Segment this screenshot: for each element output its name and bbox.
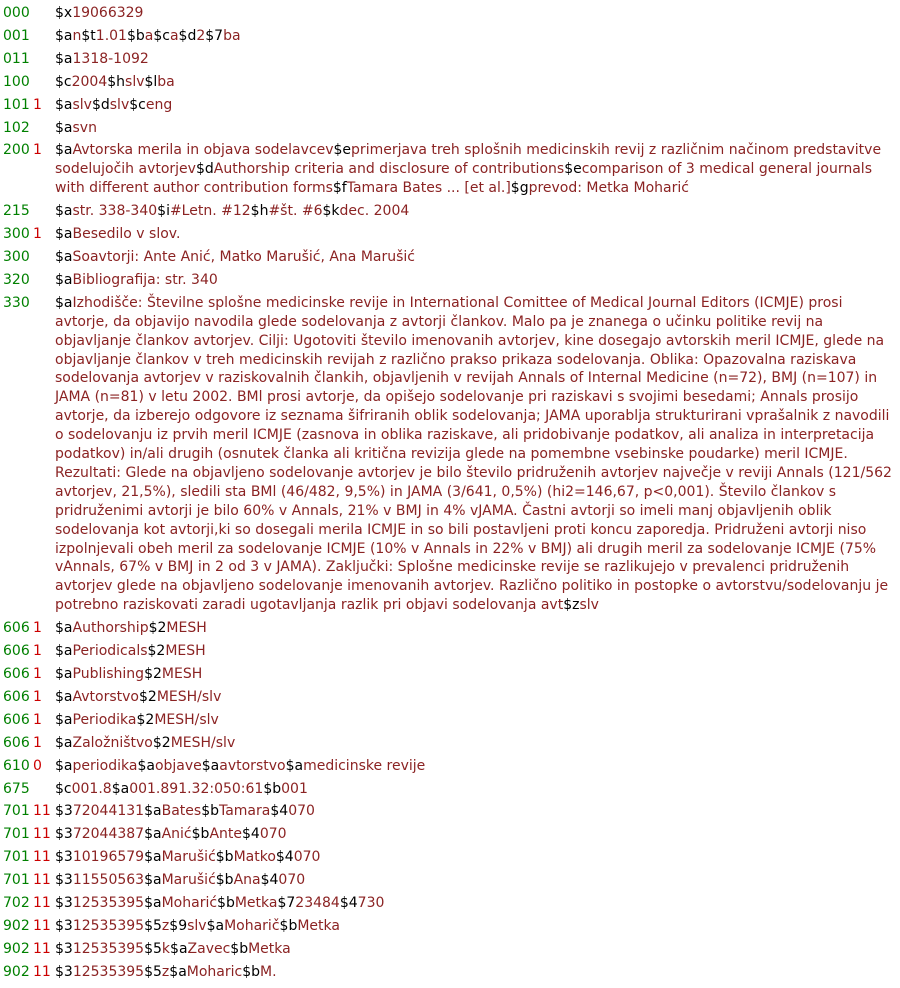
field-tag: 606 xyxy=(3,643,30,660)
subfield-code: $2 xyxy=(148,620,167,637)
subfield-code: $4 xyxy=(270,803,289,820)
subfield-value: 10196579 xyxy=(72,849,145,866)
subfield-code: $4 xyxy=(275,849,294,866)
subfield-value: 070 xyxy=(288,803,315,820)
subfield-code: $c xyxy=(55,780,72,797)
field-content xyxy=(55,141,900,198)
subfield-value: eng xyxy=(145,96,173,113)
field-content xyxy=(55,757,900,776)
field-content xyxy=(55,940,900,959)
field-indicator: 11 xyxy=(33,803,51,820)
subfield-value: a xyxy=(144,27,154,44)
subfield-value: slv xyxy=(72,96,92,113)
subfield-code: $b xyxy=(279,917,298,934)
subfield-code: $a xyxy=(55,226,73,243)
field-row xyxy=(0,271,900,290)
subfield-value: Bibliografija: str. 340 xyxy=(72,271,218,288)
subfield-code: $a xyxy=(55,643,73,660)
subfield-value: ba xyxy=(223,27,241,44)
field-content xyxy=(55,780,900,799)
subfield-code: $2 xyxy=(139,688,157,705)
subfield-code: $a xyxy=(201,757,220,774)
field-indicator: 11 xyxy=(33,849,51,866)
subfield-value: 72044131 xyxy=(72,803,145,820)
subfield-code: $a xyxy=(55,142,73,159)
subfield-value: Avtorstvo xyxy=(72,688,139,705)
field-indicator: 11 xyxy=(33,872,51,889)
field-indicator: 1 xyxy=(33,734,42,751)
subfield-code: $2 xyxy=(136,711,155,728)
subfield-value: Ante xyxy=(209,826,242,843)
subfield-code: $x xyxy=(55,5,73,21)
subfield-code: $a xyxy=(137,757,155,774)
subfield-code: $4 xyxy=(339,895,358,912)
field-row xyxy=(0,665,900,684)
subfield-value: Metka xyxy=(234,895,278,912)
subfield-value: Ana xyxy=(233,872,261,889)
subfield-value: 070 xyxy=(278,872,306,889)
subfield-value: avtorstvo xyxy=(219,757,286,774)
field-indicator: 11 xyxy=(33,895,51,912)
subfield-value: slv xyxy=(187,917,207,934)
subfield-value: #št. #6 xyxy=(268,203,323,220)
subfield-value: medicinske revije xyxy=(303,757,426,774)
subfield-code: $a xyxy=(55,688,73,705)
field-indicator: 1 xyxy=(33,96,42,113)
subfield-value: 12535395 xyxy=(72,917,145,934)
field-tag: 300 xyxy=(3,248,30,265)
subfield-value: 1.01 xyxy=(95,27,127,44)
subfield-value: 070 xyxy=(259,826,287,843)
field-indicator: 1 xyxy=(33,142,42,159)
subfield-code: $3 xyxy=(55,895,73,912)
subfield-code: $a xyxy=(285,757,304,774)
subfield-value: 72044387 xyxy=(72,826,145,843)
field-row xyxy=(0,894,900,913)
subfield-code: $a xyxy=(55,711,73,728)
subfield-code: $2 xyxy=(144,666,162,682)
subfield-value: MESH/slv xyxy=(170,734,236,751)
subfield-code: $7 xyxy=(205,27,224,44)
subfield-code: $a xyxy=(55,271,73,288)
subfield-code: $b xyxy=(126,27,145,44)
subfield-code: $e xyxy=(564,161,582,178)
subfield-code: $a xyxy=(144,849,162,866)
field-row xyxy=(0,711,900,730)
subfield-code: $h xyxy=(250,203,269,220)
field-tag: 610 xyxy=(3,757,30,774)
subfield-code: $b xyxy=(215,872,234,889)
field-tag: 702 xyxy=(3,895,30,912)
subfield-code: $a xyxy=(55,294,73,311)
field-tag: 606 xyxy=(3,711,30,728)
subfield-code: $c xyxy=(129,96,146,113)
subfield-code: $a xyxy=(111,780,130,797)
field-tag: 200 xyxy=(3,142,30,159)
field-content xyxy=(55,963,900,982)
field-indicator: 1 xyxy=(33,688,42,705)
field-content xyxy=(55,642,900,661)
field-row xyxy=(0,248,900,267)
subfield-value: 12535395 xyxy=(72,940,145,957)
field-content xyxy=(55,119,900,138)
subfield-value: MESH xyxy=(161,666,203,682)
subfield-value: Avtorska merila in objava sodelavcev xyxy=(72,142,334,159)
subfield-value: #Letn. #12 xyxy=(169,203,251,220)
subfield-value: n xyxy=(72,27,82,44)
field-tag: 701 xyxy=(3,872,30,889)
subfield-value: Moharić xyxy=(161,895,218,912)
field-tag: 000 xyxy=(3,5,30,21)
subfield-value: Metka xyxy=(248,940,291,957)
subfield-value: slv xyxy=(109,96,130,113)
subfield-code: $7 xyxy=(277,895,296,912)
subfield-code: $f xyxy=(332,180,347,197)
subfield-code: $t xyxy=(81,27,96,44)
subfield-code: $3 xyxy=(55,940,73,957)
field-content xyxy=(55,619,900,638)
field-row xyxy=(0,619,900,638)
subfield-code: $b xyxy=(201,803,219,820)
field-content xyxy=(55,50,900,69)
subfield-value: Soavtorji: Ante Anić, Matko Marušić, Ana Marušić xyxy=(72,248,416,265)
subfield-code: $a xyxy=(55,203,73,220)
field-row xyxy=(0,940,900,959)
subfield-code: $a xyxy=(206,917,225,934)
subfield-code: $a xyxy=(55,620,73,637)
field-content xyxy=(55,894,900,913)
subfield-code: $a xyxy=(55,757,73,774)
subfield-value: Publishing xyxy=(72,666,145,682)
field-indicator: 1 xyxy=(33,226,42,243)
subfield-code: $a xyxy=(55,96,73,113)
field-row xyxy=(0,73,900,92)
subfield-value: Marušić xyxy=(161,849,216,866)
subfield-code: $e xyxy=(333,142,352,159)
subfield-value: 19066329 xyxy=(72,5,144,21)
subfield-code: $b xyxy=(242,963,261,980)
field-indicator: 1 xyxy=(33,711,42,728)
subfield-value: k xyxy=(161,940,171,957)
subfield-value: Authorship criteria and disclosure of contributions xyxy=(213,161,565,178)
field-content xyxy=(55,294,900,615)
field-row xyxy=(0,141,900,198)
subfield-code: $3 xyxy=(55,872,73,889)
subfield-code: $3 xyxy=(55,803,73,820)
field-tag: 606 xyxy=(3,620,30,637)
field-content xyxy=(55,665,900,684)
subfield-value: objave xyxy=(154,757,202,774)
subfield-value: Periodika xyxy=(72,711,137,728)
field-indicator: 1 xyxy=(33,643,42,660)
subfield-value: slv xyxy=(579,597,599,614)
subfield-code: $a xyxy=(144,872,162,889)
field-tag: 701 xyxy=(3,803,30,820)
field-content xyxy=(55,27,900,46)
field-tag: 300 xyxy=(3,226,30,243)
field-tag: 675 xyxy=(3,780,30,797)
subfield-value: z xyxy=(161,917,170,934)
field-tag: 215 xyxy=(3,203,30,220)
subfield-value: primerjava treh splošnih medicinskih revij z različnim načinom predstavitve sodelujočih avtorjev xyxy=(55,142,882,178)
subfield-value: comparison of 3 medical general journals with different author contribution forms xyxy=(55,161,872,197)
subfield-value: Periodicals xyxy=(72,643,148,660)
subfield-code: $b xyxy=(217,895,235,912)
subfield-code: $5 xyxy=(144,917,162,934)
subfield-value: 12535395 xyxy=(72,895,145,912)
subfield-code: $c xyxy=(153,27,170,44)
field-tag: 902 xyxy=(3,940,30,957)
field-tag: 330 xyxy=(3,294,30,311)
field-row xyxy=(0,780,900,799)
field-row xyxy=(0,50,900,69)
field-indicator: 11 xyxy=(33,940,51,957)
subfield-code: $b xyxy=(230,940,249,957)
subfield-code: $a xyxy=(144,803,162,820)
field-content xyxy=(55,848,900,867)
subfield-code: $3 xyxy=(55,963,73,980)
subfield-value: MESH xyxy=(166,620,207,637)
field-content xyxy=(55,688,900,707)
subfield-value: 1318-1092 xyxy=(72,50,149,67)
field-row xyxy=(0,917,900,936)
subfield-code: $5 xyxy=(144,963,162,980)
subfield-value: dec. 2004 xyxy=(339,203,410,220)
subfield-code: $a xyxy=(55,27,73,44)
field-row xyxy=(0,642,900,661)
subfield-code: $4 xyxy=(242,826,260,843)
field-tag: 001 xyxy=(3,27,30,44)
field-content xyxy=(55,73,900,92)
subfield-value: MESH/slv xyxy=(156,688,222,705)
subfield-code: $c xyxy=(55,73,72,90)
subfield-code: $3 xyxy=(55,849,73,866)
subfield-value: svn xyxy=(72,119,97,136)
subfield-code: $b xyxy=(215,849,234,866)
field-content xyxy=(55,711,900,730)
subfield-code: $a xyxy=(55,248,73,265)
subfield-code: $5 xyxy=(144,940,162,957)
subfield-value: str. 338-340 xyxy=(72,203,158,220)
field-content xyxy=(55,871,900,890)
subfield-value: prevod: Metka Moharić xyxy=(528,180,689,197)
field-tag: 701 xyxy=(3,849,30,866)
field-indicator: 0 xyxy=(33,757,42,774)
subfield-value: Marušić xyxy=(161,872,216,889)
field-content xyxy=(55,271,900,290)
field-content xyxy=(55,917,900,936)
field-row xyxy=(0,825,900,844)
field-row xyxy=(0,294,900,615)
subfield-value: M. xyxy=(260,963,277,980)
subfield-value: Tamara Bates ... [et al.] xyxy=(346,180,511,197)
subfield-value: Zavec xyxy=(187,940,231,957)
field-indicator: 11 xyxy=(33,917,51,934)
subfield-code: $4 xyxy=(260,872,279,889)
field-row xyxy=(0,96,900,115)
field-tag: 902 xyxy=(3,917,30,934)
subfield-value: 23484 xyxy=(295,895,340,912)
field-content xyxy=(55,802,900,821)
field-content xyxy=(55,825,900,844)
subfield-code: $d xyxy=(178,27,197,44)
subfield-value: Metka xyxy=(297,917,340,934)
field-indicator: 11 xyxy=(33,963,51,980)
subfield-value: Matko xyxy=(233,849,276,866)
field-content xyxy=(55,225,900,244)
subfield-code: $a xyxy=(55,119,73,136)
subfield-value: MESH/slv xyxy=(154,711,219,728)
field-tag: 606 xyxy=(3,734,30,751)
subfield-value: Moharič xyxy=(224,917,280,934)
field-indicator: 1 xyxy=(33,666,42,682)
field-tag: 902 xyxy=(3,963,30,980)
field-row xyxy=(0,4,900,23)
field-tag: 606 xyxy=(3,688,30,705)
subfield-value: MESH xyxy=(165,643,206,660)
field-content xyxy=(55,96,900,115)
field-row xyxy=(0,757,900,776)
field-row xyxy=(0,871,900,890)
subfield-code: $b xyxy=(191,826,210,843)
subfield-value: Tamara xyxy=(218,803,271,820)
subfield-code: $a xyxy=(144,895,162,912)
subfield-value: 2004 xyxy=(71,73,108,90)
subfield-code: $g xyxy=(510,180,529,197)
subfield-value: 001.891.32:050:61 xyxy=(129,780,264,797)
subfield-value: 001.8 xyxy=(71,780,112,797)
field-tag: 100 xyxy=(3,73,30,90)
subfield-code: $b xyxy=(263,780,282,797)
field-tag: 101 xyxy=(3,96,30,113)
field-content xyxy=(55,4,900,23)
subfield-code: $d xyxy=(195,161,214,178)
field-tag: 102 xyxy=(3,119,30,136)
subfield-code: $a xyxy=(144,826,162,843)
subfield-value: slv xyxy=(125,73,145,90)
subfield-value: a xyxy=(169,27,179,44)
subfield-value: Besedilo v slov. xyxy=(72,226,181,243)
field-tag: 606 xyxy=(3,666,30,682)
field-content xyxy=(55,734,900,753)
subfield-value: 2 xyxy=(196,27,206,44)
subfield-code: $2 xyxy=(147,643,166,660)
field-row xyxy=(0,202,900,221)
subfield-code: $2 xyxy=(152,734,171,751)
field-row xyxy=(0,27,900,46)
subfield-value: Moharic xyxy=(186,963,243,980)
subfield-value: Bates xyxy=(161,803,202,820)
subfield-code: $9 xyxy=(169,917,188,934)
field-row xyxy=(0,802,900,821)
subfield-value: Založništvo xyxy=(72,734,153,751)
subfield-value: Izhodišče: Številne splošne medicinske revije in International Comittee of Medical Journal Editors (ICMJE) prosi avtorje, da objavijo navodila glede sodelovanja z avtorji člankov. Malo pa je znanega o učinku politike revij na objavljanje člankov avtorjev. Cilji: Ugotoviti število imenovanih avtorjev, kine dosegajo avtorskih meril ICMJE, glede na objavljanje člankov v treh medicinskih revijah z različno prakso prikaza sodelovanja. Oblika: Opazovalna raziskava sodelovanja avtorjev v raziskovalnih člankih, objavljenih v revijah Annals of Internal Medicine (n=72), BMJ (n=107) in JAMA (n=81) v letu 2002. BMl prosi avtorje, da opišejo sodelovanje pri raziskavi s svojimi besedami; Annals prosijo avtorje, da izberejo odgovore iz seznama šifriranih oblik sodelovanja; JAMA uporablja strukturirani vprašalnik z navodili o sodelovanju iz prvih meril ICMJE (zasnova in oblika raziskave, ali pridobivanje podatkov, ali analiza in interpretacija podatkov) in/ali drugih (osnutek članka ali kritična revizija glede na pomembne vsebinske poudarke) meril ICMJE. Rezultati: Glede na objavljeno sodelovanje avtorjev je bilo število pridruženih avtorjev največje v reviji Annals (121/562 avtorjev, 21,5%), sledili sta BMl (46/482, 9,5%) in JAMA (3/641, 0,5%) (hi2=146,67, p<0,001). Število člankov s pridruženimi avtorji je bilo 60% v Annals, 21% v BMJ in 4% vJAMA. Častni avtorji so imeli manj objavljenih oblik sodelovanja kot avtorji,ki so dosegali merila ICMJE in so bili postavljeni proti koncu zaporedja. Pridruženi avtorji niso izpolnjevali obeh meril za sodelovanje ICMJE (10% v Annals in 22% v BMJ) ali drugih meril za sodelovanje ICMJE (75% vAnnals, 67% v BMJ in 2 od 3 v JAMA). Zaključki: Splošne medicinske revije se razlikujejo v prevalenci pridruženih avtorjev glede na objavljeno sodelovanje imenovanih avtorjev. Različno politiko in postopke o avtorstvu/sodelovanju je potrebno raziskovati zaradi ugotavljanja razlik pri objavi sodelovanja avt xyxy=(55,294,892,614)
subfield-value: periodika xyxy=(72,757,138,774)
subfield-value: 001 xyxy=(281,780,308,797)
field-tag: 701 xyxy=(3,826,30,843)
field-row xyxy=(0,688,900,707)
field-tag: 320 xyxy=(3,271,30,288)
subfield-code: $l xyxy=(144,73,158,90)
subfield-value: z xyxy=(161,963,170,980)
subfield-code: $a xyxy=(55,666,73,682)
field-content xyxy=(55,248,900,267)
field-row xyxy=(0,848,900,867)
subfield-code: $k xyxy=(322,203,340,220)
field-indicator: 1 xyxy=(33,620,42,637)
field-content xyxy=(55,202,900,221)
subfield-code: $z xyxy=(563,597,580,614)
subfield-value: 11550563 xyxy=(72,872,145,889)
subfield-value: Anić xyxy=(161,826,192,843)
field-row xyxy=(0,963,900,982)
subfield-value: ba xyxy=(157,73,175,90)
subfield-value: 730 xyxy=(357,895,385,912)
subfield-code: $3 xyxy=(55,917,73,934)
subfield-code: $3 xyxy=(55,826,73,843)
subfield-code: $d xyxy=(91,96,110,113)
subfield-code: $a xyxy=(170,940,188,957)
field-row xyxy=(0,225,900,244)
subfield-value: 070 xyxy=(293,849,321,866)
subfield-code: $h xyxy=(107,73,126,90)
subfield-value: Authorship xyxy=(72,620,149,637)
subfield-code: $a xyxy=(169,963,187,980)
field-row xyxy=(0,734,900,753)
subfield-code: $a xyxy=(55,734,73,751)
subfield-code: $i xyxy=(157,203,170,220)
field-tag: 011 xyxy=(3,50,30,67)
field-row xyxy=(0,119,900,138)
subfield-value: 12535395 xyxy=(72,963,145,980)
field-indicator: 11 xyxy=(33,826,51,843)
subfield-code: $a xyxy=(55,50,73,67)
